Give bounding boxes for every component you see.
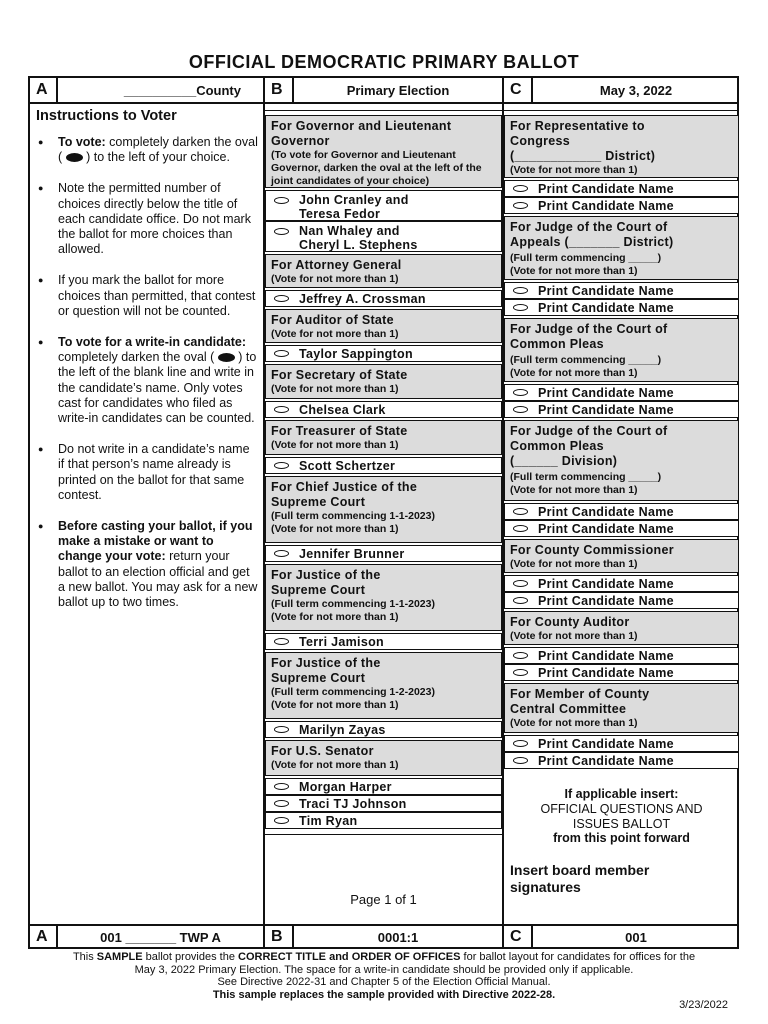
instructions-panel [36, 108, 258, 626]
filled-oval-icon [218, 353, 235, 362]
oval-icon[interactable] [513, 304, 528, 311]
contest-justice-2: For Justice of the Supreme Court (Full term commencing 1-2-2023) (Vote for not more than 1) [265, 652, 502, 719]
candidate-whaley-stephens[interactable]: Nan Whaley and Cheryl L. Stephens [265, 221, 502, 252]
write-in-central-2[interactable]: Print Candidate Name [504, 752, 739, 769]
oval-icon[interactable] [513, 287, 528, 294]
oval-icon[interactable] [513, 740, 528, 747]
page-number: Page 1 of 1 [350, 892, 417, 907]
oval-icon[interactable] [274, 350, 289, 357]
oval-icon[interactable] [274, 228, 289, 235]
contest-treasurer-of-state: For Treasurer of State (Vote for not more than 1) [265, 420, 502, 455]
contest-attorney-general: For Attorney General (Vote for not more than 1) [265, 254, 502, 288]
ballot-title: OFFICIAL DEMOCRATIC PRIMARY BALLOT [188, 52, 580, 72]
header-divider [28, 102, 739, 104]
write-in-county-auditor-2[interactable]: Print Candidate Name [504, 664, 739, 681]
middle-column [265, 115, 502, 829]
oval-icon[interactable] [513, 652, 528, 659]
precinct-code: 001 _______ TWP A [100, 929, 221, 945]
oval-icon[interactable] [513, 757, 528, 764]
oval-icon[interactable] [274, 638, 289, 645]
board-signatures: Insert board member signatures [510, 862, 650, 896]
footer-a-letter: A [36, 928, 48, 945]
oval-icon[interactable] [513, 525, 528, 532]
instruction-no-duplicate-write-in: ● Do not write in a candidate’s name if that person’s name already is printed on the ballot for that same contest. [36, 442, 258, 503]
oval-icon[interactable] [513, 389, 528, 396]
write-in-congress-2[interactable]: Print Candidate Name [504, 197, 739, 214]
right-column [504, 115, 739, 896]
write-in-appeals-1[interactable]: Print Candidate Name [504, 282, 739, 299]
header-b-letter: B [271, 81, 283, 98]
contest-common-pleas-2: For Judge of the Court of Common Pleas (______ Division) (Full term commencing _____) (Vote for not more than 1) [504, 420, 739, 501]
contest-chief-justice: For Chief Justice of the Supreme Court (Full term commencing 1-1-2023) (Vote for not more than 1) [265, 476, 502, 543]
split-code: 001 [625, 929, 647, 945]
sample-note: This SAMPLE ballot provides the CORRECT TITLE and ORDER OF OFFICES for ballot layout for candidates for offices for the May 3, 2022 Primary Election. The space for a write-in candidate should be provided only if applicable. See Directive 2022-31 and Chapter 5 of the Election Official Manual. This sample replaces the sample provided with Directive 2022-28. [72, 951, 696, 1001]
candidate-jamison[interactable]: Terri Jamison [265, 633, 502, 650]
instruction-write-in: ● To vote for a write-in candidate: completely darken the oval ( ) to the left of the blank line and write in the candidate’s name. Only votes cast for candidates who filed as write-in candidates can be counted. [36, 335, 258, 426]
contest-county-commissioner: For County Commissioner (Vote for not more than 1) [504, 539, 739, 573]
election-label: Primary Election [346, 82, 450, 98]
write-in-pleas1-2[interactable]: Print Candidate Name [504, 401, 739, 418]
instruction-overvote: ● If you mark the ballot for more choices than permitted, that contest or question will not be counted. [36, 273, 258, 319]
instruction-number-of-choices: ● Note the permitted number of choices directly below the title of each candidate office. Do not mark the ballot for more choices than allowed. [36, 181, 258, 257]
revision-date: 3/23/2022 [679, 999, 728, 1011]
contest-justice-1: For Justice of the Supreme Court (Full term commencing 1-1-2023) (Vote for not more than 1) [265, 564, 502, 631]
oval-icon[interactable] [274, 197, 289, 204]
contest-governor: For Governor and Lieutenant Governor (To vote for Governor and Lieutenant Governor, darken the oval at the left of the joint candidates of your choice) [265, 115, 502, 188]
contest-us-senator: For U.S. Senator (Vote for not more than 1) [265, 740, 502, 776]
contest-congress: For Representative to Congress (____________ District) (Vote for not more than 1) [504, 115, 739, 178]
write-in-commissioner-1[interactable]: Print Candidate Name [504, 575, 739, 592]
candidate-sappington[interactable]: Taylor Sappington [265, 345, 502, 362]
write-in-central-1[interactable]: Print Candidate Name [504, 735, 739, 752]
footer-b-letter: B [271, 928, 283, 945]
oval-icon[interactable] [513, 185, 528, 192]
election-date: May 3, 2022 [599, 82, 673, 98]
filled-oval-icon [66, 153, 83, 162]
contest-central-committee: For Member of County Central Committee (Vote for not more than 1) [504, 683, 739, 733]
oval-icon[interactable] [513, 406, 528, 413]
contest-secretary-of-state: For Secretary of State (Vote for not more than 1) [265, 364, 502, 399]
oval-icon[interactable] [274, 295, 289, 302]
ballot-style-code: 0001:1 [377, 929, 419, 945]
candidate-zayas[interactable]: Marilyn Zayas [265, 721, 502, 738]
county-label: __________County [123, 82, 241, 98]
oval-icon[interactable] [274, 726, 289, 733]
contest-court-of-appeals: For Judge of the Court of Appeals (_______ District) (Full term commencing _____) (Vote for not more than 1) [504, 216, 739, 280]
instructions-heading: Instructions to Voter [36, 108, 177, 124]
write-in-pleas1-1[interactable]: Print Candidate Name [504, 384, 739, 401]
instruction-change-vote: ● Before casting your ballot, if you make a mistake or want to change your vote: return your ballot to an election official and get a new ballot. You may ask for a new ballot up to two times. [36, 519, 258, 610]
candidate-harper[interactable]: Morgan Harper [265, 778, 502, 795]
candidate-johnson[interactable]: Traci TJ Johnson [265, 795, 502, 812]
oval-icon[interactable] [274, 817, 289, 824]
oval-icon[interactable] [274, 783, 289, 790]
candidate-cranley-fedor[interactable]: John Cranley and Teresa Fedor [265, 190, 502, 221]
oval-icon[interactable] [513, 202, 528, 209]
candidate-clark[interactable]: Chelsea Clark [265, 401, 502, 418]
candidate-brunner[interactable]: Jennifer Brunner [265, 545, 502, 562]
oval-icon[interactable] [513, 508, 528, 515]
write-in-appeals-2[interactable]: Print Candidate Name [504, 299, 739, 316]
write-in-congress-1[interactable]: Print Candidate Name [504, 180, 739, 197]
oval-icon[interactable] [274, 800, 289, 807]
candidate-schertzer[interactable]: Scott Schertzer [265, 457, 502, 474]
oval-icon[interactable] [274, 462, 289, 469]
oval-icon[interactable] [513, 669, 528, 676]
header-a-letter: A [36, 81, 48, 98]
contest-auditor-of-state: For Auditor of State (Vote for not more than 1) [265, 309, 502, 343]
instruction-how-to-vote: ● To vote: completely darken the oval ( ) to the left of your choice. [36, 135, 258, 165]
oval-icon[interactable] [513, 580, 528, 587]
contest-common-pleas-1: For Judge of the Court of Common Pleas (Full term commencing _____) (Vote for not more than 1) [504, 318, 739, 382]
oval-icon[interactable] [274, 406, 289, 413]
issues-insert-note: If applicable insert: OFFICIAL QUESTIONS AND ISSUES BALLOT from this point forward [540, 787, 703, 846]
write-in-commissioner-2[interactable]: Print Candidate Name [504, 592, 739, 609]
footer-c-letter: C [510, 928, 522, 945]
oval-icon[interactable] [274, 550, 289, 557]
header-c-letter: C [510, 81, 522, 98]
oval-icon[interactable] [513, 597, 528, 604]
candidate-ryan[interactable]: Tim Ryan [265, 812, 502, 829]
contest-county-auditor: For County Auditor (Vote for not more than 1) [504, 611, 739, 645]
write-in-pleas2-1[interactable]: Print Candidate Name [504, 503, 739, 520]
candidate-crossman[interactable]: Jeffrey A. Crossman [265, 290, 502, 307]
write-in-pleas2-2[interactable]: Print Candidate Name [504, 520, 739, 537]
write-in-county-auditor-1[interactable]: Print Candidate Name [504, 647, 739, 664]
